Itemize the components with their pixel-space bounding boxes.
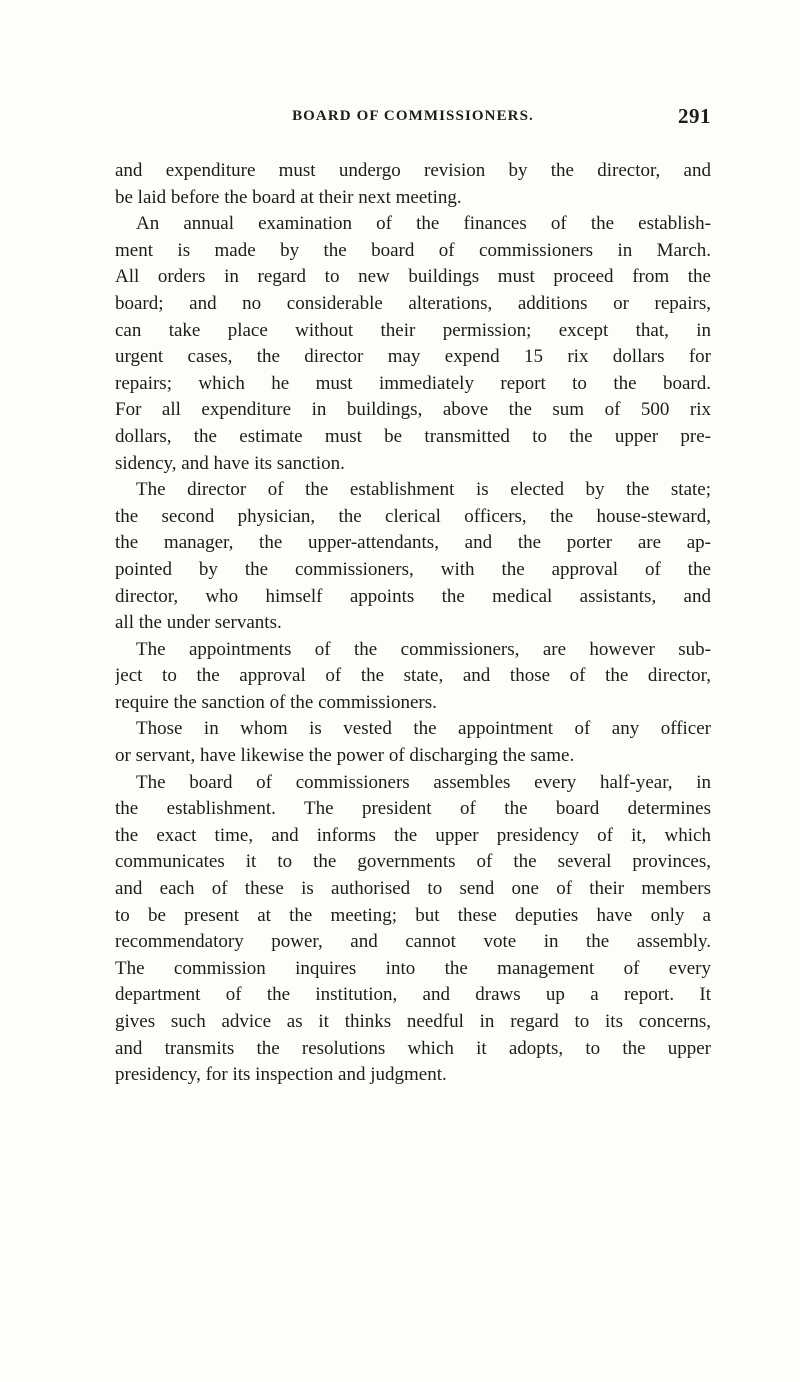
text-line: The director of the establishment is elected by the state; [136,479,711,501]
text-line: communicates it to the governments of the several provinces, [115,851,711,873]
text-line: repairs; which he must immediately report to the board. [115,372,711,394]
paragraph [115,477,711,637]
running-title: BOARD OF COMMISSIONERS. [292,108,534,124]
paragraph [115,158,711,211]
text-line: presidency, for its inspection and judgment. [115,1064,447,1086]
text-line: director, who himself appoints the medical assistants, and [115,585,711,607]
text-line: can take place without their permission; except that, in [115,319,711,341]
text-line: department of the institution, and draws up a report. It [115,984,711,1006]
text-line: the establishment. The president of the board determines [115,798,711,820]
text-line: ject to the approval of the state, and those of the director, [115,665,711,687]
text-line: and expenditure must undergo revision by the director, and [115,160,711,181]
text-line: be laid before the board at their next meeting. [115,186,462,208]
text-line: or servant, have likewise the power of discharging the same. [115,745,575,767]
text-line: recommendatory power, and cannot vote in the assembly. [115,931,711,953]
text-line: dollars, the estimate must be transmitted to the upper pre- [115,425,711,447]
text-line: the second physician, the clerical officers, the house-steward, [115,505,711,527]
text-line: Those in whom is vested the appointment of any officer [136,718,711,740]
text-line: and each of these is authorised to send one of their members [115,878,711,900]
paragraph [115,637,711,717]
text-line: board; and no considerable alterations, additions or repairs, [115,292,711,314]
text-line: all the under servants. [115,612,282,634]
running-head [115,104,711,128]
text-line: to be present at the meeting; but these deputies have only a [115,904,711,926]
text-line: The board of commissioners assembles every half-year, in [136,771,711,793]
text-line: The appointments of the commissioners, are however sub- [136,638,711,660]
text-line: ment is made by the board of commissioners in March. [115,239,711,261]
text-line: An annual examination of the finances of the establish- [136,213,711,235]
text-line: gives such advice as it thinks needful in regard to its concerns, [115,1011,711,1032]
text-line: the manager, the upper-attendants, and the porter are ap- [115,532,711,554]
page-number: 291 [678,104,711,128]
paragraph [115,716,711,769]
text-line: urgent cases, the director may expend 15 rix dollars for [115,346,711,368]
paragraph [115,770,711,1089]
text-line: the exact time, and informs the upper presidency of it, which [115,824,711,846]
text-line: For all expenditure in buildings, above the sum of 500 rix [115,399,711,421]
text-line: sidency, and have its sanction. [115,452,345,474]
text-line: require the sanction of the commissioners. [115,691,437,713]
text-line: pointed by the commissioners, with the approval of the [115,558,711,580]
text-line: The commission inquires into the management of every [115,957,711,979]
body-text [115,158,711,1089]
text-line: and transmits the resolutions which it adopts, to the upper [115,1037,711,1059]
text-line: All orders in regard to new buildings must proceed from the [115,266,711,288]
paragraph [115,211,711,477]
